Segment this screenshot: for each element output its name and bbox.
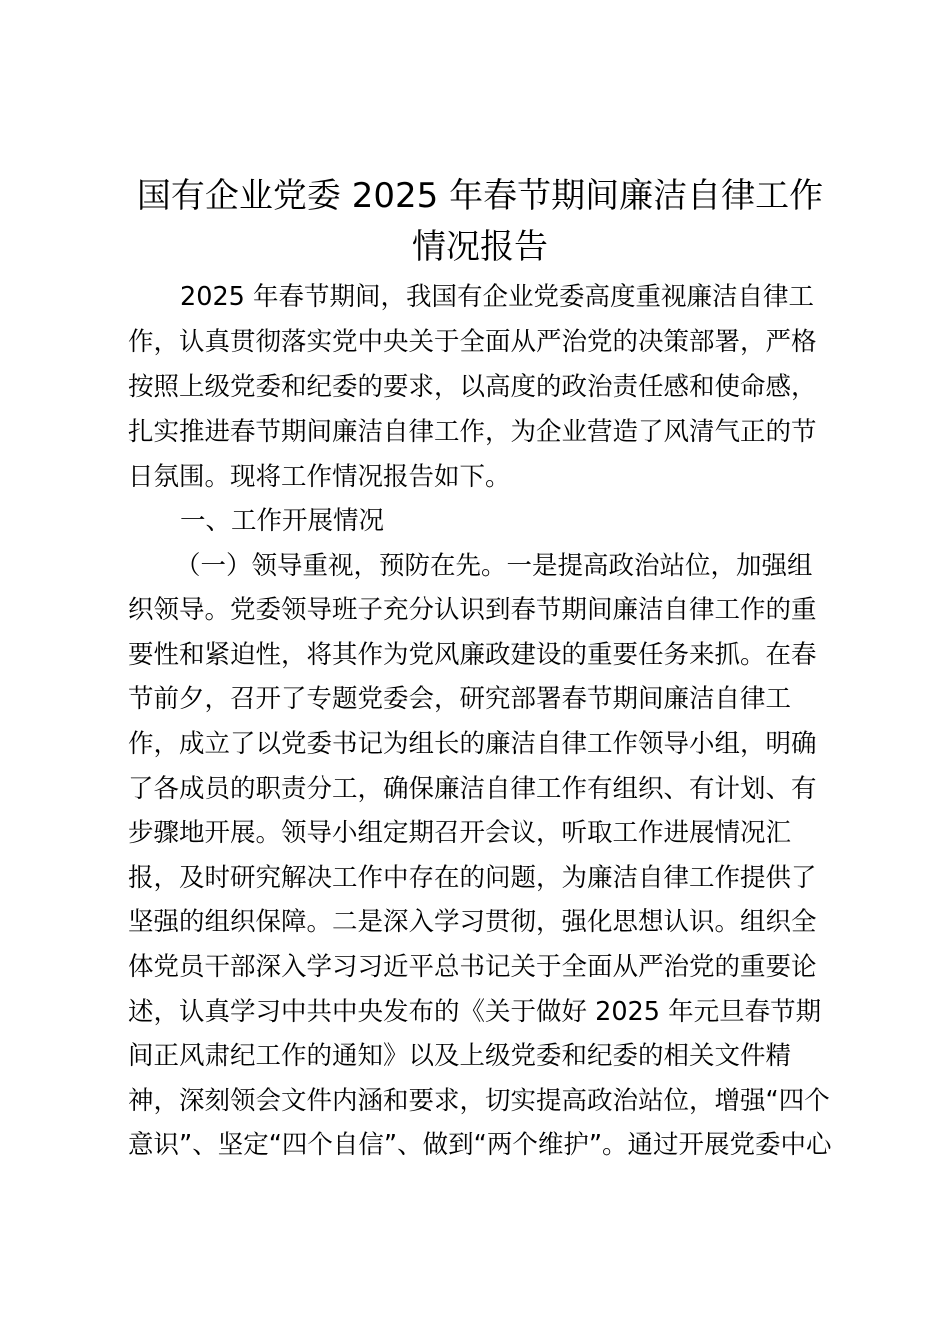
document-title-line-2: 情况报告 [412,227,548,267]
paragraph-2-line-5: 作，成立了以党委书记为组长的廉洁自律工作领导小组，明确 [128,729,817,759]
paragraph-1-line-5: 日氛围。现将工作情况报告如下。 [128,462,511,492]
paragraph-2-line-14: 意识”、坚定“四个自信”、做到“两个维护”。通过开展党委中心 [128,1130,832,1160]
paragraph-2-line-4: 节前夕，召开了专题党委会，研究部署春节期间廉洁自律工 [128,684,792,714]
paragraph-2-line-2: 织领导。党委领导班子充分认识到春节期间廉洁自律工作的重 [128,595,817,625]
paragraph-2-line-6: 了各成员的职责分工，确保廉洁自律工作有组织、有计划、有 [128,774,817,804]
paragraph-2-line-12: 间正风肃纪工作的通知》以及上级党委和纪委的相关文件精 [128,1041,792,1071]
paragraph-1-line-4: 扎实推进春节期间廉洁自律工作，为企业营造了风清气正的节 [128,417,817,447]
paragraph-2-line-7: 步骤地开展。领导小组定期召开会议，听取工作进展情况汇 [128,818,792,848]
paragraph-2-line-8: 报，及时研究解决工作中存在的问题，为廉洁自律工作提供了 [128,863,817,893]
paragraph-1-line-3: 按照上级党委和纪委的要求，以高度的政治责任感和使命感， [128,372,817,402]
paragraph-1-line-2: 作，认真贯彻落实党中央关于全面从严治党的决策部署，严格 [128,327,817,357]
paragraph-2-line-3: 要性和紧迫性，将其作为党风廉政建设的重要任务来抓。在春 [128,640,817,670]
paragraph-2-line-10: 体党员干部深入学习习近平总书记关于全面从严治党的重要论 [128,952,817,982]
section-heading: 一、工作开展情况 [180,506,385,536]
paragraph-2-line-13: 神，深刻领会文件内涵和要求，切实提高政治站位，增强“四个 [128,1086,830,1116]
paragraph-2-line-1: （一）领导重视，预防在先。一是提高政治站位，加强组 [175,551,813,581]
paragraph-1-line-1: 2025 年春节期间，我国有企业党委高度重视廉洁自律工 [180,282,815,312]
paragraph-2-line-9: 坚强的组织保障。二是深入学习贯彻，强化思想认识。组织全 [128,907,817,937]
document-title-line-1: 国有企业党委 2025 年春节期间廉洁自律工作 [136,176,824,216]
paragraph-2-line-11: 述，认真学习中共中央发布的《关于做好 2025 年元旦春节期 [128,997,822,1027]
